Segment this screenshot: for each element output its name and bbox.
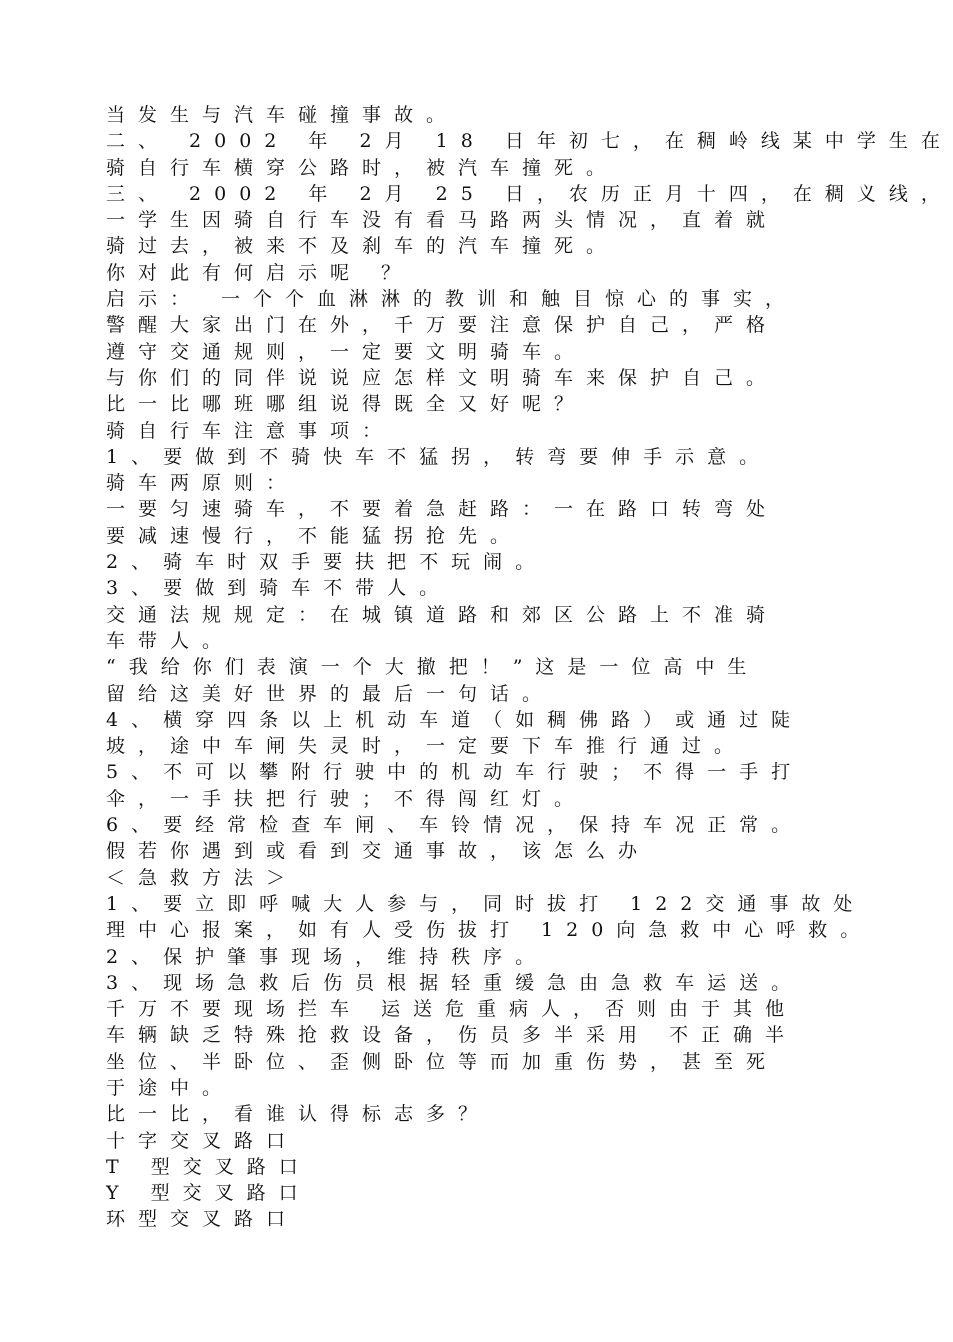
text-line: 理中心报案，如有人受伤拔打 120向急救中心呼救。: [106, 919, 873, 942]
text-line: 2、骑车时双手要扶把不玩闹。: [106, 551, 548, 574]
text-line: 留给这美好世界的最后一句话。: [106, 682, 555, 705]
text-line: 车辆缺乏特殊抢救设备，伤员多半采用 不正确半: [106, 1024, 798, 1047]
text-line: 1、要立即呼喊大人参与，同时拔打 122交通事故处: [106, 892, 866, 915]
text-line: 遵守交通规则，一定要文明骑车。: [106, 340, 587, 363]
text-line: 骑自行车注意事项：: [106, 419, 395, 442]
text-line: 2、保护肇事现场，维持秩序。: [106, 945, 548, 968]
text-line: 一要匀速骑车，不要着急赶路：一在路口转弯处: [106, 498, 779, 521]
text-line: T 型交叉路口: [106, 1155, 311, 1178]
text-line: 于途中。: [106, 1076, 235, 1099]
text-line: 伞，一手扶把行驶；不得闯红灯。: [106, 787, 587, 810]
text-line: 骑自行车横穿公路时，被汽车撞死。: [106, 156, 619, 179]
text-line: 与你们的同伴说说应怎样文明骑车来保护自己。: [106, 366, 779, 389]
text-line: ＜急救方法＞: [106, 866, 299, 889]
text-line: 3、要做到骑车不带人。: [106, 577, 452, 600]
text-line: 比一比，看谁认得标志多？: [106, 1103, 491, 1126]
text-line: 1、要做到不骑快车不猛拐，转弯要伸手示意。: [106, 445, 772, 468]
text-line: Y 型交叉路口: [106, 1182, 311, 1205]
text-line: 假若你遇到或看到交通事故，该怎么办: [106, 840, 651, 863]
text-line: 三、 2002 年 2月 25 日，农历正月十四，在稠义线，: [106, 182, 953, 205]
text-line: 警醒大家出门在外，千万要注意保护自己，严格: [106, 314, 779, 337]
text-line: “我给你们表演一个大撤把！”这是一位高中生: [106, 656, 760, 679]
text-line: 坐位、半卧位、歪侧卧位等而加重伤势，甚至死: [106, 1050, 779, 1073]
text-line: 5、不可以攀附行驶中的机动车行驶；不得一手打: [106, 761, 804, 784]
text-line: 4、横穿四条以上机动车道（如稠佛路）或通过陡: [106, 708, 804, 731]
document-body: [106, 102, 953, 1233]
text-line: 二、 2002 年 2月 18 日年初七，在稠岭线某中学生在: [106, 130, 953, 153]
text-line: 千万不要现场拦车 运送危重病人，否则由于其他: [106, 998, 798, 1021]
text-line: 你对此有何启示呢 ？: [106, 261, 414, 284]
text-line: 启示： 一个个血淋淋的教训和触目惊心的事实，: [106, 288, 798, 311]
text-line: 十字交叉路口: [106, 1129, 299, 1152]
text-line: 6、要经常检查车闸、车铃情况，保持车况正常。: [106, 814, 804, 837]
text-line: 3、现场急救后伤员根据轻重缓急由急救车运送。: [106, 971, 804, 994]
text-line: 交通法规规定：在城镇道路和郊区公路上不准骑: [106, 603, 779, 626]
text-line: 坡，途中车闸失灵时，一定要下车推行通过。: [106, 735, 747, 758]
text-line: 骑过去，被来不及刹车的汽车撞死。: [106, 235, 619, 258]
text-line: 一学生因骑自行车没有看马路两头情况，直着就: [106, 209, 779, 232]
text-line: 环型交叉路口: [106, 1208, 299, 1231]
text-line: 比一比哪班哪组说得既全又好呢？: [106, 393, 587, 416]
text-line: 骑车两原则：: [106, 472, 299, 495]
text-line: 车带人。: [106, 629, 235, 652]
text-line: 当发生与汽车碰撞事故。: [106, 104, 459, 126]
text-line: 要减速慢行，不能猛拐抢先。: [106, 524, 523, 547]
